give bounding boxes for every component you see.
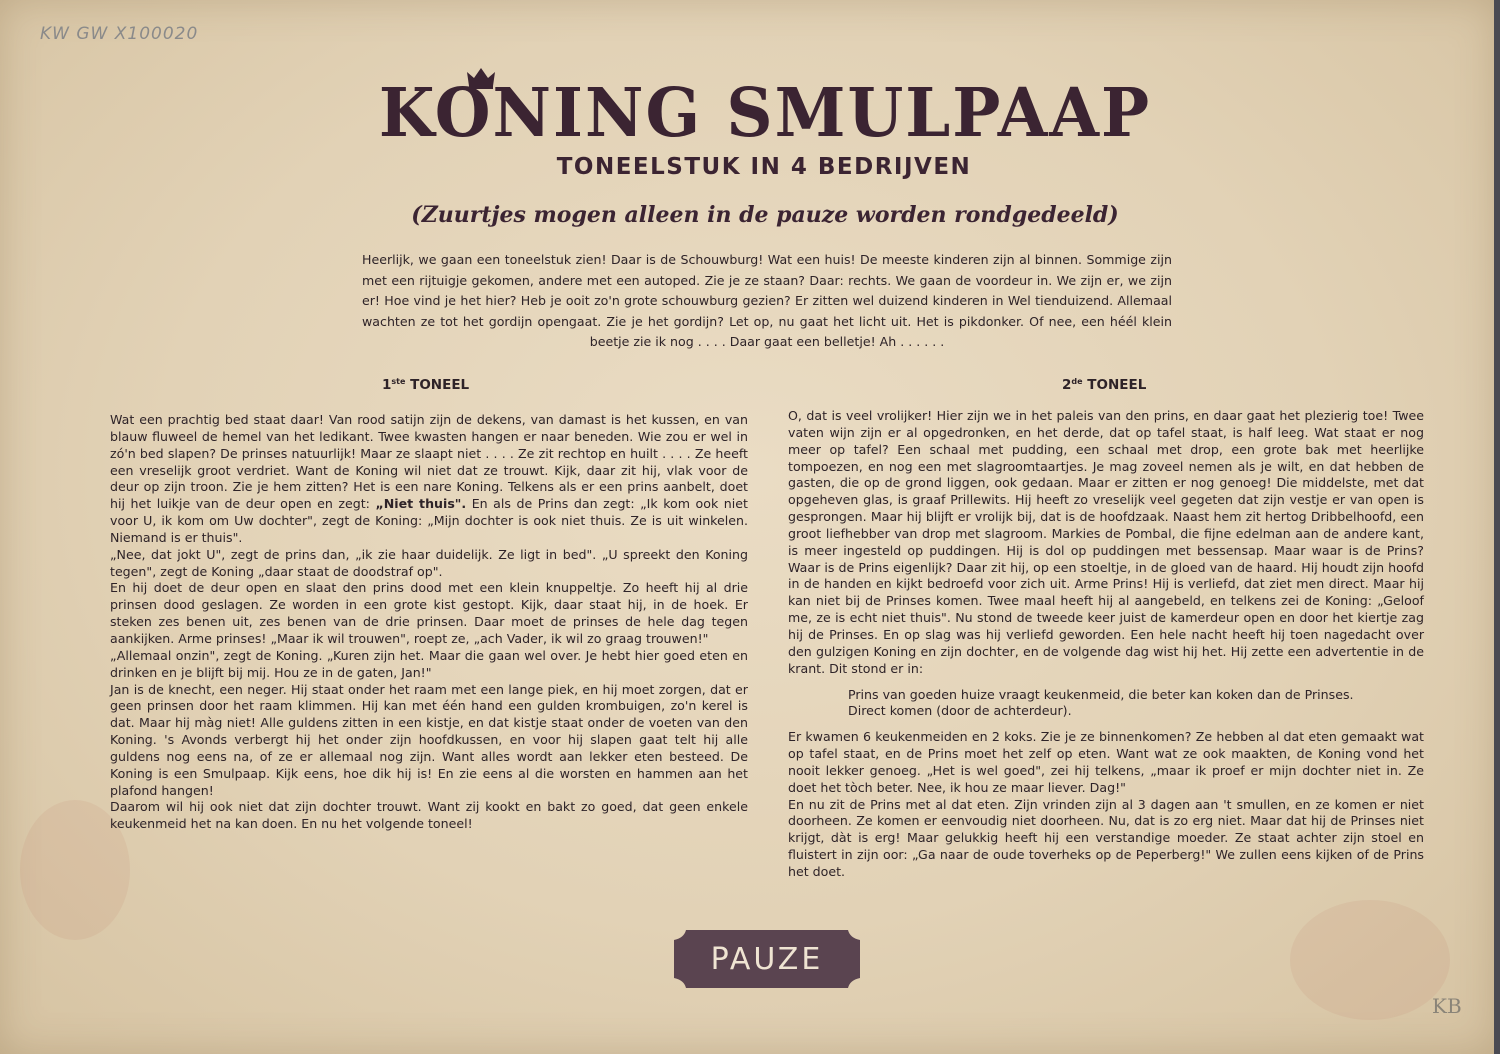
scene-2-text [788, 408, 1424, 881]
advertisement-line: Prins van goeden huize vraagt keukenmeid, die beter kan koken dan de Prinses. [848, 686, 1354, 702]
scene-1-paragraph: Daarom wil hij ook niet dat zijn dochter trouwt. Want zij kookt en bakt zo goed, dat geen enkele keukenmeid het na kan doen. En nu het volgende toneel! [110, 799, 748, 832]
scene-2-paragraph: En nu zit de Prins met al dat eten. Zijn vrinden zijn al 3 dagen aan 't smullen, en ze komen er niet doorheen. Ze komen er eenvoudig niet doorheen. Nu, dat is zo erg niet. Maar dat hij de Prinses niet krijgt, dàt is erg! Maar gelukkig heeft hij een verstandige moeder. Ze staat achter zijn stoel en fluistert in zijn oor: „Ga naar de oude toverheks op de Peperberg!" We zullen eens kijken of de Prins het doet. [788, 796, 1424, 879]
scene-2-paragraph: O, dat is veel vrolijker! Hier zijn we in het paleis van den prins, en daar gaat het plezierig toe! Twee vaten wijn zijn er al opgedronken, en het derde, dat op tafel staat, is half leeg. Wat staat er nog meer op tafel? Een schaal met pudding, een schaal met drop, een grote bak met heerlijke tompoezen, en nog een met slagroomtaartjes. Je mag zoveel nemen als je wilt, en dat hebben de gasten, die op de grond liggen, ook gedaan. Maar er zitten er nog genoeg! Die middelste, met dat opgeheven glas, is graaf Prillewits. Hij heeft zo vreselijk veel gegeten dat zijn vestje er van open is gesprongen. Maar hij blijft er vrolijk bij, dat is de hoofdzaak. Naast hem zit hertog Dribbelhoofd, een groot liefhebber van drop met slagroom. Markies de Pombal, die fijne edelman aan de andere kant, is meer ingesteld op puddingen. Hij is dol op puddingen met bessensap. Maar waar is de Prins? Waar is de Prins eigenlijk? Daar zit hij, op een stoeltje, in de gloed van de haard. Hij houdt zijn hoofd in de handen en kijkt bedroefd voor zich uit. Arme Prins! Hij is verliefd, dat ziet men direct. Maar hij kan niet bij de Prinses komen. Twee maal heeft hij al aangebeld, en telkens zei de Koning: „Geloof me, ze is echt niet thuis". Nu stond de tweede keer juist de kamerdeur open en door het kiertje zag hij de Prinses. En op slag was hij verliefd geworden. Een hele nacht heeft hij toen nagedacht over den gulzigen Koning en zijn dochter, en de volgende dag wist hij het. Hij zette een advertentie in de krant. Dit stond er in: [788, 408, 1424, 676]
motto-line: (Zuurtjes mogen alleen in de pauze worden rondgedeeld) [411, 202, 1119, 228]
pause-badge [672, 928, 862, 990]
scene-1-paragraph: „Allemaal onzin", zegt de Koning. „Kuren zijn het. Maar die gaan wel over. Je hebt hier goed eten en drinken en je blijft bij mij. Hou ze in de gaten, Jan!" [110, 647, 748, 680]
scene-1-heading: 1ste TONEEL [382, 377, 470, 393]
archive-handwritten-mark: KW GW X100020 [40, 24, 199, 44]
pause-label: PAUZE [710, 942, 824, 977]
scene-1-paragraph: Jan is de knecht, een neger. Hij staat onder het raam met een lange piek, en hij moet zorgen, dat er geen prinsen door het raam klimmen. Hij kan met één hand een gulden krombuigen, zo'n kerel is dat. Maar hij màg niet! Alle guldens zitten in een kistje, en dat kistje staat onder de voeten van den Koning. 's Avonds verbergt hij het onder zijn hoofdkussen, en voor hij slapen gaat telt hij alle guldens nog eens na, of ze er allemaal nog zijn. Want alles wordt aan lekker eten besteed. De Koning is een Smulpaap. Kijk eens, hoe dik hij is! En zie eens al die worsten en hammen aan het plafond hangen! [110, 681, 748, 798]
scene-1-paragraph: „Nee, dat jokt U", zegt de prins dan, „ik zie haar duidelijk. Ze ligt in bed". „U spreekt den Koning tegen", zegt de Koning „daar staat de doodstraf op". [110, 546, 748, 579]
corner-mark: KB [1432, 994, 1462, 1018]
scene-2-heading: 2de TONEEL [1062, 377, 1147, 393]
newspaper-advertisement [848, 687, 1424, 721]
page-edge [1494, 0, 1500, 1054]
page-title: KONING SMULPAAP [378, 74, 1152, 153]
paper-stain [1290, 900, 1450, 1020]
scene-1-text [110, 412, 748, 833]
page-subtitle: TONEELSTUK IN 4 BEDRIJVEN [556, 154, 972, 180]
scene-2-paragraph: Er kwamen 6 keukenmeiden en 2 koks. Zie je ze binnenkomen? Ze hebben al dat eten gemaakt wat op tafel staat, en de Prins moet het zelf op eten. Want wat ze ook maakten, de Koning vond het nooit lekker genoeg. „Het is wel goed", zei hij telkens, „maar ik proef er mijn dochter niet in. Ze doet het tòch beter. Nee, ik hou ze maar liever. Dag!" [788, 729, 1424, 795]
scene-1-paragraph: Wat een prachtig bed staat daar! Van rood satijn zijn de dekens, van damast is het kussen, en van blauw fluweel de hemel van het ledikant. Twee kwasten hangen er naar beneden. Wie zou er wel in zó'n bed slapen? De prinses natuurlijk! Maar ze slaapt niet . . . . Ze zit rechtop en huilt . . . . Ze heeft een vreselijk groot verdriet. Want de Koning wil niet dat ze trouwt. Kijk, daar zit hij, vlak voor de deur op zijn troon. Zie je hem zitten? Het is een nare Koning. Telkens als er een prins aanbelt, doet hij het luikje van de deur open en zegt: „Niet thuis". En als de Prins dan zegt: „Ik kom ook niet voor U, ik kom om Uw dochter", zegt de Koning: „Mijn dochter is ook niet thuis. Ze is uit winkelen. Niemand is er thuis". [110, 412, 748, 545]
intro-paragraph: Heerlijk, we gaan een toneelstuk zien! Daar is de Schouwburg! Wat een huis! De meeste kinderen zijn al binnen. Sommige zijn met een rijtuigje gekomen, andere met een autoped. Zie je ze staan? Daar: rechts. We gaan de voordeur in. We zijn er, we zijn er! Hoe vind je het hier? Heb je ooit zo'n grote schouwburg gezien? Er zitten wel duizend kinderen in Wel tienduizend. Allemaal wachten ze tot het gordijn opengaat. Zie je het gordijn? Let op, nu gaat het licht uit. Het is pikdonker. Of nee, een héél klein beetje zie ik nog . . . . Daar gaat een belletje! Ah . . . . . . [362, 252, 1172, 350]
scene-1-paragraph: En hij doet de deur open en slaat den prins dood met een klein knuppeltje. Zo heeft hij al drie prinsen dood geslagen. Ze worden in een grote kist gestopt. Kijk, daar staat hij, in de hoek. Er steken zes benen uit, zes benen van de drie prinsen. Daar moet de prinses de hele dag tegen aankijken. Arme prinses! „Maar ik wil trouwen", roept ze, „ach Vader, ik wil zo graag trouwen!" [110, 580, 748, 646]
advertisement-line: Direct komen (door de achterdeur). [848, 703, 1072, 719]
